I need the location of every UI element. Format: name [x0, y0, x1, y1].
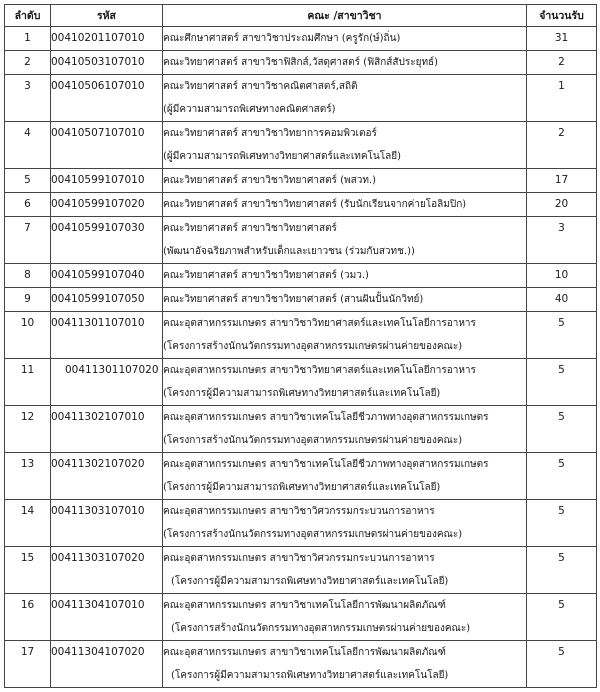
program-code	[51, 288, 163, 312]
faculty-program-line2: (โครงการสร้างนักนวัตกรรมทางอุตสาหกรรมเกษตรผ่านค่ายของคณะ)	[171, 623, 471, 634]
row-number	[5, 406, 51, 453]
program-code	[51, 359, 163, 406]
row-number	[5, 547, 51, 594]
admission-count	[527, 264, 597, 288]
program-code-text: 00410599107020	[51, 198, 145, 210]
table-row	[5, 500, 597, 547]
table-body	[5, 27, 597, 688]
program-code	[51, 406, 163, 453]
row-number	[5, 264, 51, 288]
program-code	[51, 264, 163, 288]
table-row	[5, 288, 597, 312]
row-number-text: 13	[20, 458, 35, 470]
header-faculty: คณะ /สาขาวิชา	[163, 5, 527, 27]
faculty-program	[163, 288, 527, 312]
row-number-text: 5	[24, 174, 31, 186]
admission-count	[527, 27, 597, 51]
program-code-text: 00410599107050	[51, 293, 145, 305]
faculty-program-line2: (ผู้มีความสามารถพิเศษทางคณิตศาสตร์)	[163, 104, 336, 115]
faculty-program-line2: (พัฒนาอัจฉริยภาพสำหรับเด็กและเยาวชน (ร่วมกับสวทช.))	[163, 246, 415, 257]
program-code-text: 00411302107020	[51, 458, 145, 470]
faculty-program	[163, 27, 527, 51]
faculty-program-line2: (โครงการสร้างนักนวัตกรรมทางอุตสาหกรรมเกษตรผ่านค่ายของคณะ)	[163, 435, 463, 446]
faculty-program	[163, 312, 527, 359]
faculty-program-line1: คณะวิทยาศาสตร์ สาขาวิชาคณิตศาสตร์,สถิติ	[163, 81, 358, 92]
row-number-text: 16	[20, 599, 35, 611]
faculty-program	[163, 193, 527, 217]
row-number	[5, 75, 51, 122]
table-row	[5, 75, 597, 122]
admission-count	[527, 359, 597, 406]
faculty-program	[163, 406, 527, 453]
row-number-text: 8	[24, 269, 31, 281]
admission-count	[527, 169, 597, 193]
admission-count	[527, 500, 597, 547]
admission-count	[527, 122, 597, 169]
row-number-text: 4	[24, 127, 31, 139]
faculty-program-line1: คณะศึกษาศาสตร์ สาขาวิชาประถมศึกษา (ครูรัก(ษ์)ถิ่น)	[163, 33, 401, 44]
row-number	[5, 453, 51, 500]
faculty-program-line2: (โครงการผู้มีความสามารถพิเศษทางวิทยาศาสตร์และเทคโนโลยี)	[163, 388, 441, 399]
row-number	[5, 51, 51, 75]
row-number	[5, 312, 51, 359]
faculty-program-line1: คณะอุตสาหกรรมเกษตร สาขาวิชาวิทยาศาสตร์และเทคโนโลยีการอาหาร	[163, 318, 476, 329]
row-number-text: 3	[24, 80, 31, 92]
admission-count	[527, 51, 597, 75]
admission-count-text: 10	[554, 269, 569, 281]
program-code-text: 00410506107010	[51, 80, 145, 92]
admission-count-text: 31	[554, 32, 569, 44]
table-row	[5, 359, 597, 406]
table-row	[5, 453, 597, 500]
admission-count-text: 5	[558, 646, 565, 658]
row-number	[5, 193, 51, 217]
header-code: รหัส	[51, 5, 163, 27]
program-code	[51, 75, 163, 122]
faculty-program	[163, 547, 527, 594]
program-code-text: 00410599107040	[51, 269, 145, 281]
faculty-program-line2: (ผู้มีความสามารถพิเศษทางวิทยาศาสตร์และเทคโนโลยี)	[163, 151, 401, 162]
admission-count-text: 1	[558, 80, 565, 92]
faculty-program	[163, 264, 527, 288]
row-number	[5, 359, 51, 406]
faculty-program-line2: (โครงการผู้มีความสามารถพิเศษทางวิทยาศาสตร์และเทคโนโลยี)	[171, 670, 449, 681]
row-number	[5, 641, 51, 688]
program-code	[51, 453, 163, 500]
faculty-program-line1: คณะอุตสาหกรรมเกษตร สาขาวิชาเทคโนโลยีชีวภาพทางอุตสาหกรรมเกษตร	[163, 459, 489, 470]
row-number	[5, 500, 51, 547]
row-number-text: 6	[24, 198, 31, 210]
row-number-text: 9	[24, 293, 31, 305]
table-row	[5, 27, 597, 51]
program-code	[51, 500, 163, 547]
header-count: จำนวนรับ	[527, 5, 597, 27]
faculty-program-line1: คณะอุตสาหกรรมเกษตร สาขาวิชาเทคโนโลยีการพัฒนาผลิตภัณฑ์	[163, 647, 446, 658]
faculty-program-line2: (โครงการผู้มีความสามารถพิเศษทางวิทยาศาสตร์และเทคโนโลยี)	[163, 482, 441, 493]
row-number-text: 2	[24, 56, 31, 68]
admission-count	[527, 547, 597, 594]
admission-count-text: 5	[558, 458, 565, 470]
admission-count-text: 3	[558, 222, 565, 234]
faculty-program-line1: คณะอุตสาหกรรมเกษตร สาขาวิชาวิศวกรรมกระบวนการอาหาร	[163, 553, 435, 564]
program-code-text: 00411301107020	[65, 364, 159, 376]
row-number-text: 14	[20, 505, 35, 517]
program-code-text: 00411304107010	[51, 599, 145, 611]
faculty-program-line1: คณะอุตสาหกรรมเกษตร สาขาวิชาเทคโนโลยีการพัฒนาผลิตภัณฑ์	[163, 600, 446, 611]
faculty-program	[163, 169, 527, 193]
faculty-program-line1: คณะอุตสาหกรรมเกษตร สาขาวิชาวิศวกรรมกระบวนการอาหาร	[163, 506, 435, 517]
row-number	[5, 594, 51, 641]
program-code-text: 00410201107010	[51, 32, 145, 44]
program-code	[51, 51, 163, 75]
program-code-text: 00411303107020	[51, 552, 145, 564]
row-number-text: 11	[20, 364, 35, 376]
row-number-text: 12	[20, 411, 35, 423]
faculty-program	[163, 359, 527, 406]
row-number	[5, 288, 51, 312]
admission-count	[527, 312, 597, 359]
faculty-program	[163, 122, 527, 169]
faculty-program	[163, 217, 527, 264]
program-code-text: 00410503107010	[51, 56, 145, 68]
admission-count-text: 5	[558, 599, 565, 611]
table-row	[5, 406, 597, 453]
admission-count-text: 40	[554, 293, 569, 305]
table-row	[5, 641, 597, 688]
program-code-text: 00410599107030	[51, 222, 145, 234]
table-row	[5, 547, 597, 594]
row-number-text: 7	[24, 222, 31, 234]
faculty-program	[163, 75, 527, 122]
admission-count	[527, 406, 597, 453]
faculty-program-line2: (โครงการผู้มีความสามารถพิเศษทางวิทยาศาสตร์และเทคโนโลยี)	[171, 576, 449, 587]
admission-count	[527, 217, 597, 264]
admission-count-text: 5	[558, 317, 565, 329]
faculty-program-line1: คณะวิทยาศาสตร์ สาขาวิชาฟิสิกส์,วัสดุศาสตร์ (ฟิสิกส์สัประยุทธ์)	[163, 57, 439, 68]
faculty-program	[163, 500, 527, 547]
program-code	[51, 122, 163, 169]
admission-count	[527, 453, 597, 500]
admission-count-text: 5	[558, 552, 565, 564]
row-number	[5, 27, 51, 51]
program-code	[51, 594, 163, 641]
table-row	[5, 169, 597, 193]
faculty-program	[163, 594, 527, 641]
table-row	[5, 217, 597, 264]
admission-quota-table	[4, 4, 597, 688]
faculty-program-line2: (โครงการสร้างนักนวัตกรรมทางอุตสาหกรรมเกษตรผ่านค่ายของคณะ)	[163, 341, 463, 352]
header-no: ลำดับ	[5, 5, 51, 27]
row-number-text: 10	[20, 317, 35, 329]
table-row	[5, 51, 597, 75]
admission-count-text: 2	[558, 56, 565, 68]
faculty-program	[163, 641, 527, 688]
program-code	[51, 169, 163, 193]
table-row	[5, 312, 597, 359]
row-number	[5, 217, 51, 264]
admission-count-text: 2	[558, 127, 565, 139]
program-code	[51, 641, 163, 688]
faculty-program-line1: คณะอุตสาหกรรมเกษตร สาขาวิชาเทคโนโลยีชีวภาพทางอุตสาหกรรมเกษตร	[163, 412, 489, 423]
row-number	[5, 122, 51, 169]
row-number	[5, 169, 51, 193]
admission-count	[527, 193, 597, 217]
program-code-text: 00411303107010	[51, 505, 145, 517]
admission-count-text: 17	[554, 174, 569, 186]
program-code-text: 00411301107010	[51, 317, 145, 329]
faculty-program-line1: คณะวิทยาศาสตร์ สาขาวิชาวิทยาศาสตร์ (สานฝันปั้นนักวิทย์)	[163, 294, 424, 305]
admission-count-text: 5	[558, 411, 565, 423]
faculty-program-line1: คณะวิทยาศาสตร์ สาขาวิชาวิทยาศาสตร์	[163, 223, 337, 234]
faculty-program-line2: (โครงการสร้างนักนวัตกรรมทางอุตสาหกรรมเกษตรผ่านค่ายของคณะ)	[163, 529, 463, 540]
faculty-program	[163, 453, 527, 500]
faculty-program-line1: คณะอุตสาหกรรมเกษตร สาขาวิชาวิทยาศาสตร์และเทคโนโลยีการอาหาร	[163, 365, 476, 376]
admission-count-text: 20	[554, 198, 569, 210]
program-code-text: 00410507107010	[51, 127, 145, 139]
program-code	[51, 217, 163, 264]
program-code-text: 00411304107020	[51, 646, 145, 658]
row-number-text: 1	[24, 32, 31, 44]
faculty-program-line1: คณะวิทยาศาสตร์ สาขาวิชาวิทยาศาสตร์ (วมว.)	[163, 270, 369, 281]
table-row	[5, 193, 597, 217]
faculty-program	[163, 51, 527, 75]
admission-count	[527, 75, 597, 122]
row-number-text: 17	[20, 646, 35, 658]
table-header-row	[5, 5, 597, 27]
admission-count	[527, 641, 597, 688]
faculty-program-line1: คณะวิทยาศาสตร์ สาขาวิชาวิทยาศาสตร์ (พสวท.)	[163, 175, 376, 186]
program-code-text: 00411302107010	[51, 411, 145, 423]
admission-count	[527, 594, 597, 641]
admission-count	[527, 288, 597, 312]
admission-count-text: 5	[558, 364, 565, 376]
program-code	[51, 312, 163, 359]
program-code	[51, 27, 163, 51]
program-code	[51, 547, 163, 594]
table-row	[5, 122, 597, 169]
admission-count-text: 5	[558, 505, 565, 517]
table-row	[5, 594, 597, 641]
table-row	[5, 264, 597, 288]
faculty-program-line1: คณะวิทยาศาสตร์ สาขาวิชาวิทยาศาสตร์ (รับนักเรียนจากค่ายโอลิมปิก)	[163, 199, 467, 210]
faculty-program-line1: คณะวิทยาศาสตร์ สาขาวิชาวิทยาการคอมพิวเตอร์	[163, 128, 377, 139]
row-number-text: 15	[20, 552, 35, 564]
program-code	[51, 193, 163, 217]
program-code-text: 00410599107010	[51, 174, 145, 186]
